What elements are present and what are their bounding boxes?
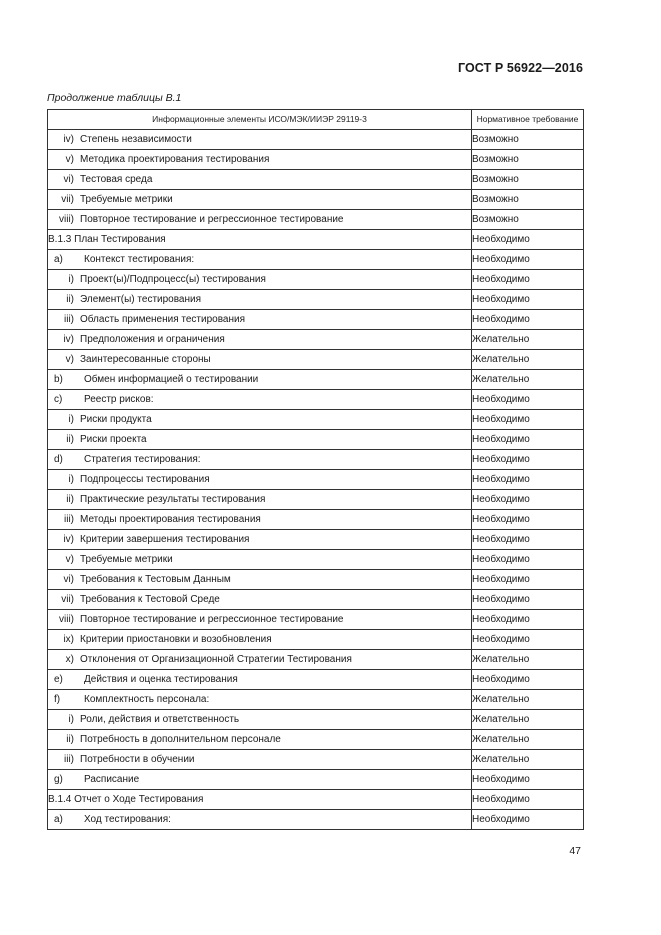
item-text: Требуемые метрики (80, 554, 173, 565)
table-row (48, 370, 584, 390)
item-number: vi) (63, 174, 74, 185)
table-row (48, 730, 584, 750)
element-cell (48, 770, 472, 790)
requirement-cell: Желательно (472, 690, 584, 710)
element-cell (48, 670, 472, 690)
requirement-cell: Необходимо (472, 630, 584, 650)
requirement-cell: Возможно (472, 150, 584, 170)
table-row (48, 430, 584, 450)
element-cell (48, 710, 472, 730)
item-text: Критерии завершения тестирования (80, 534, 250, 545)
table-row (48, 350, 584, 370)
element-cell (48, 250, 472, 270)
column-header-requirement: Нормативное требование (472, 110, 584, 130)
table-row (48, 510, 584, 530)
item-text: Элемент(ы) тестирования (80, 294, 202, 305)
table-row (48, 450, 584, 470)
requirement-cell: Необходимо (472, 590, 584, 610)
item-text: Тестовая среда (80, 174, 153, 185)
requirement-cell: Необходимо (472, 490, 584, 510)
requirement-cell: Желательно (472, 370, 584, 390)
item-text: Повторное тестирование и регрессионное тестирование (80, 214, 344, 225)
table-row (48, 310, 584, 330)
element-cell (48, 630, 472, 650)
item-text: Степень независимости (80, 134, 192, 145)
requirement-cell: Необходимо (472, 570, 584, 590)
item-text: Проект(ы)/Подпроцесс(ы) тестирования (80, 274, 266, 285)
element-cell (48, 190, 472, 210)
element-cell (48, 530, 472, 550)
item-text: Предположения и ограничения (80, 334, 225, 345)
table-row (48, 190, 584, 210)
requirement-cell: Необходимо (472, 450, 584, 470)
table-row (48, 290, 584, 310)
table-row (48, 710, 584, 730)
table-row (48, 470, 584, 490)
table-row (48, 750, 584, 770)
element-cell (48, 810, 472, 830)
item-number: a) (54, 254, 63, 265)
element-cell (48, 390, 472, 410)
item-text: Требуемые метрики (80, 194, 173, 205)
table-row (48, 130, 584, 150)
item-text: Стратегия тестирования: (84, 454, 201, 465)
requirement-cell: Желательно (472, 350, 584, 370)
column-header-elements: Информационные элементы ИСО/МЭК/ИИЭР 29119-3 (48, 110, 472, 130)
table-row (48, 330, 584, 350)
table-row (48, 390, 584, 410)
item-number: d) (54, 454, 63, 465)
table-row (48, 630, 584, 650)
element-cell (48, 450, 472, 470)
item-text: Методы проектирования тестирования (80, 514, 261, 525)
section-row (48, 230, 584, 250)
requirement-cell: Возможно (472, 170, 584, 190)
requirement-cell: Возможно (472, 210, 584, 230)
requirement-cell: Необходимо (472, 430, 584, 450)
item-number: g) (54, 774, 63, 785)
element-cell (48, 330, 472, 350)
item-text: Реестр рисков: (84, 394, 154, 405)
item-text: Подпроцессы тестирования (80, 474, 210, 485)
item-number: v) (65, 154, 74, 165)
element-cell (48, 230, 472, 250)
item-number: ii) (66, 734, 74, 745)
item-number: vi) (63, 574, 74, 585)
element-cell (48, 370, 472, 390)
item-number: i) (68, 274, 74, 285)
item-text: Риски проекта (80, 434, 147, 445)
element-cell (48, 590, 472, 610)
requirement-cell: Возможно (472, 190, 584, 210)
item-text: Действия и оценка тестирования (84, 674, 238, 685)
item-text: Расписание (84, 774, 140, 785)
requirement-cell: Желательно (472, 730, 584, 750)
item-number: vii) (61, 594, 74, 605)
item-text: Заинтересованные стороны (80, 354, 211, 365)
table-row (48, 530, 584, 550)
table-row (48, 570, 584, 590)
element-cell (48, 790, 472, 810)
item-number: iv) (63, 534, 74, 545)
requirement-cell: Желательно (472, 650, 584, 670)
item-text: Потребность в дополнительном персонале (80, 734, 281, 745)
item-text: Потребности в обучении (80, 754, 195, 765)
element-cell (48, 570, 472, 590)
requirement-cell: Необходимо (472, 510, 584, 530)
item-text: Методика проектирования тестирования (80, 154, 270, 165)
table-row (48, 650, 584, 670)
item-text: Риски продукта (80, 414, 152, 425)
requirement-cell: Необходимо (472, 770, 584, 790)
item-text: Область применения тестирования (80, 314, 246, 325)
requirement-cell: Необходимо (472, 230, 584, 250)
element-cell (48, 410, 472, 430)
item-text: Роли, действия и ответственность (80, 714, 240, 725)
requirement-cell: Необходимо (472, 470, 584, 490)
element-cell (48, 650, 472, 670)
table-row (48, 170, 584, 190)
item-text: Контекст тестирования: (84, 254, 195, 265)
element-cell (48, 690, 472, 710)
element-cell (48, 310, 472, 330)
item-number: iii) (64, 314, 74, 325)
table-row (48, 150, 584, 170)
element-cell (48, 510, 472, 530)
item-number: b) (54, 374, 63, 385)
requirement-cell: Необходимо (472, 250, 584, 270)
requirement-cell: Необходимо (472, 810, 584, 830)
table-header-row (48, 110, 584, 130)
requirement-cell: Необходимо (472, 550, 584, 570)
table-row (48, 410, 584, 430)
item-text: Требования к Тестовой Среде (80, 594, 220, 605)
element-cell (48, 210, 472, 230)
requirement-cell: Необходимо (472, 270, 584, 290)
element-cell (48, 270, 472, 290)
item-number: viii) (59, 214, 74, 225)
table-caption: Продолжение таблицы В.1 (47, 92, 182, 104)
item-number: iv) (63, 334, 74, 345)
item-text: Отклонения от Организационной Стратегии Тестирования (80, 654, 352, 665)
item-text: Критерии приостановки и возобновления (80, 634, 272, 645)
item-number: x) (65, 654, 74, 665)
item-number: ix) (63, 634, 74, 645)
item-text: Требования к Тестовым Данным (80, 574, 231, 585)
table-row (48, 690, 584, 710)
requirement-cell: Желательно (472, 750, 584, 770)
table-row (48, 550, 584, 570)
requirements-table (47, 109, 584, 830)
table-row (48, 270, 584, 290)
item-text: Обмен информацией о тестировании (84, 374, 259, 385)
requirement-cell: Необходимо (472, 310, 584, 330)
table-row (48, 810, 584, 830)
table-row (48, 210, 584, 230)
item-number: c) (54, 394, 63, 405)
item-text: Повторное тестирование и регрессионное тестирование (80, 614, 344, 625)
item-number: iii) (64, 754, 74, 765)
item-number: i) (68, 474, 74, 485)
element-cell (48, 130, 472, 150)
item-number: vii) (61, 194, 74, 205)
table-row (48, 250, 584, 270)
requirement-cell: Необходимо (472, 390, 584, 410)
item-number: i) (68, 414, 74, 425)
table-row (48, 590, 584, 610)
item-number: ii) (66, 494, 74, 505)
item-number: ii) (66, 294, 74, 305)
element-cell (48, 290, 472, 310)
item-number: v) (65, 354, 74, 365)
item-number: v) (65, 554, 74, 565)
item-number: viii) (59, 614, 74, 625)
item-number: a) (54, 814, 63, 825)
element-cell (48, 750, 472, 770)
element-cell (48, 470, 472, 490)
element-cell (48, 610, 472, 630)
item-text: Ход тестирования: (84, 814, 171, 825)
section-title: B.1.4 Отчет о Ходе Тестирования (48, 794, 204, 805)
table-row (48, 490, 584, 510)
item-number: iv) (63, 134, 74, 145)
requirement-cell: Необходимо (472, 610, 584, 630)
requirement-cell: Возможно (472, 130, 584, 150)
item-number: e) (54, 674, 63, 685)
section-title: B.1.3 План Тестирования (48, 234, 166, 245)
section-row (48, 790, 584, 810)
table-row (48, 610, 584, 630)
element-cell (48, 490, 472, 510)
item-text: Комплектность персонала: (84, 694, 210, 705)
element-cell (48, 730, 472, 750)
requirement-cell: Необходимо (472, 790, 584, 810)
item-text: Практические результаты тестирования (80, 494, 266, 505)
requirement-cell: Желательно (472, 330, 584, 350)
item-number: ii) (66, 434, 74, 445)
element-cell (48, 170, 472, 190)
element-cell (48, 150, 472, 170)
element-cell (48, 350, 472, 370)
requirement-cell: Необходимо (472, 410, 584, 430)
page-number: 47 (569, 845, 581, 857)
requirement-cell: Необходимо (472, 670, 584, 690)
item-number: i) (68, 714, 74, 725)
item-number: f) (54, 694, 61, 705)
requirement-cell: Необходимо (472, 530, 584, 550)
requirement-cell: Желательно (472, 710, 584, 730)
item-number: iii) (64, 514, 74, 525)
element-cell (48, 550, 472, 570)
table-row (48, 770, 584, 790)
element-cell (48, 430, 472, 450)
standard-code: ГОСТ Р 56922—2016 (457, 61, 583, 75)
requirement-cell: Необходимо (472, 290, 584, 310)
table-row (48, 670, 584, 690)
